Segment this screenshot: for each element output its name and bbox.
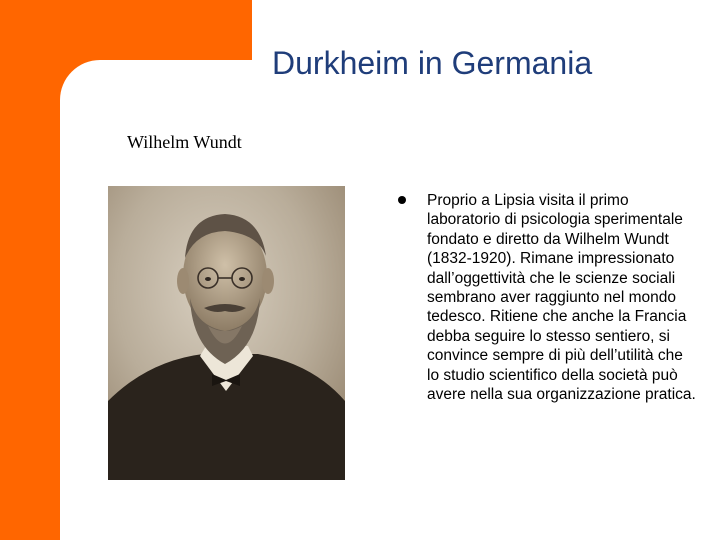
slide-title: Durkheim in Germania [272, 45, 593, 81]
bullet-list [398, 191, 698, 404]
portrait-caption: Wilhelm Wundt [127, 132, 242, 152]
bullet-paragraph: Proprio a Lipsia visita il primo laboratorio di psicologia sperimentale fondato e diretto da Wilhelm Wundt (1832-1920). Rimane impressionato dall’oggettività che le scienze sociali sembrano aver raggiunto nel mondo tedesco. Ritiene che anche la Francia debba seguire lo stesso sentiero, si convince sempre di più dell’utilità che lo studio scientifico della società può avere nella sua organizzazione pratica. [427, 192, 696, 404]
bullet-dot-icon [398, 196, 406, 204]
wundt-portrait-photo [108, 186, 345, 480]
